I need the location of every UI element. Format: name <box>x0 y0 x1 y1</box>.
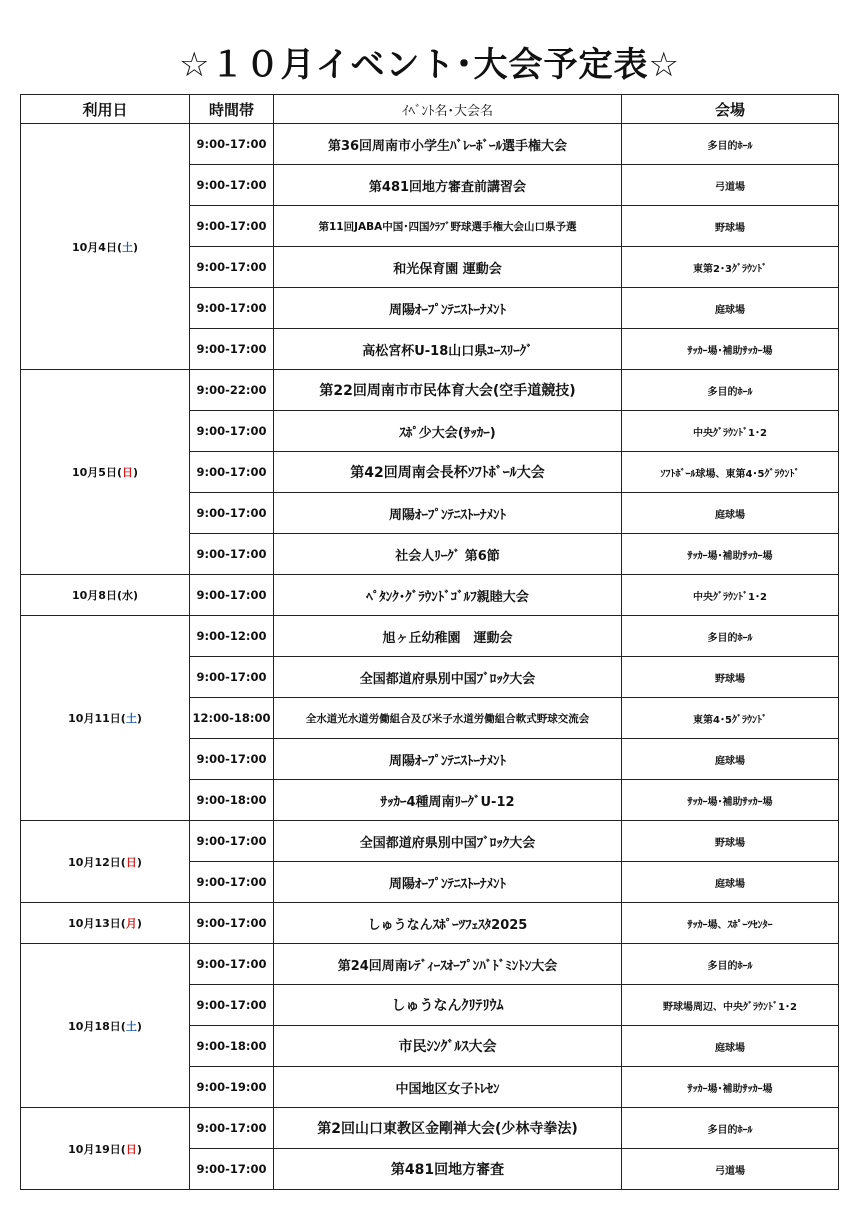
event-name-cell: 中国地区女子ﾄﾚｾﾝ <box>274 1067 622 1108</box>
event-name-cell: 周陽ｵｰﾌﾟﾝﾃﾆｽﾄｰﾅﾒﾝﾄ <box>274 862 622 903</box>
time-cell: 12:00-18:00 <box>190 698 274 739</box>
venue-cell: ｻｯｶｰ場･補助ｻｯｶｰ場 <box>622 780 839 821</box>
time-cell: 9:00-17:00 <box>190 862 274 903</box>
venue-cell: ｿﾌﾄﾎﾞｰﾙ球場、東第4･5ｸﾞﾗｳﾝﾄﾞ <box>622 452 839 493</box>
date-cell <box>21 616 190 821</box>
page-title: ☆１０月イベント･大会予定表☆ <box>179 45 680 85</box>
table-row <box>21 616 839 657</box>
weekday-paren-open: ( <box>116 589 122 602</box>
weekday-paren-close: ) <box>136 1142 142 1156</box>
event-name-cell: 第24回周南ﾚﾃﾞｨｰｽｵｰﾌﾟﾝﾊﾞﾄﾞﾐﾝﾄﾝ大会 <box>274 944 622 985</box>
venue-cell: 多目的ﾎｰﾙ <box>622 616 839 657</box>
date-cell <box>21 124 190 370</box>
date-text: 10月4日 <box>71 240 117 254</box>
venue-cell: 庭球場 <box>622 739 839 780</box>
time-cell: 9:00-17:00 <box>190 124 274 165</box>
event-name-cell: 市民ｼﾝｸﾞﾙｽ大会 <box>274 1026 622 1067</box>
venue-cell: 多目的ﾎｰﾙ <box>622 370 839 411</box>
event-name-cell: 第42回周南会長杯ｿﾌﾄﾎﾞｰﾙ大会 <box>274 452 622 493</box>
time-cell: 9:00-18:00 <box>190 780 274 821</box>
weekday-paren-open: ( <box>116 466 122 479</box>
weekday-text: 土 <box>121 240 133 254</box>
venue-cell: 中央ｸﾞﾗｳﾝﾄﾞ1･2 <box>622 411 839 452</box>
date-text: 10月5日 <box>71 466 117 479</box>
weekday-paren-close: ) <box>136 1019 142 1033</box>
date-text: 10月8日 <box>71 589 117 602</box>
time-cell: 9:00-17:00 <box>190 247 274 288</box>
header-venue: 会場 <box>622 95 839 124</box>
event-name-cell: 第481回地方審査前講習会 <box>274 165 622 206</box>
weekday-paren-close: ) <box>132 240 139 254</box>
venue-cell: 中央ｸﾞﾗｳﾝﾄﾞ1･2 <box>622 575 839 616</box>
header-date: 利用日 <box>21 95 190 124</box>
table-row <box>21 903 839 944</box>
weekday-paren-close: ) <box>136 917 142 930</box>
event-name-cell: 全国都道府県別中国ﾌﾞﾛｯｸ大会 <box>274 821 622 862</box>
venue-cell: ｻｯｶｰ場、ｽﾎﾟｰﾂｾﾝﾀｰ <box>622 903 839 944</box>
time-cell: 9:00-17:00 <box>190 411 274 452</box>
weekday-paren-open: ( <box>120 855 126 869</box>
time-cell: 9:00-17:00 <box>190 534 274 575</box>
venue-cell: 弓道場 <box>622 1149 839 1190</box>
date-text: 10月19日 <box>68 1142 121 1156</box>
venue-cell: 多目的ﾎｰﾙ <box>622 124 839 165</box>
venue-cell: 庭球場 <box>622 288 839 329</box>
weekday-paren-open: ( <box>120 917 126 930</box>
event-name-cell: 周陽ｵｰﾌﾟﾝﾃﾆｽﾄｰﾅﾒﾝﾄ <box>274 739 622 780</box>
date-cell <box>21 1108 190 1190</box>
venue-cell: 庭球場 <box>622 1026 839 1067</box>
date-text: 10月18日 <box>68 1019 121 1033</box>
time-cell: 9:00-17:00 <box>190 206 274 247</box>
time-cell: 9:00-17:00 <box>190 821 274 862</box>
venue-cell: 庭球場 <box>622 862 839 903</box>
event-name-cell: 全水道光水道労働組合及び米子水道労働組合軟式野球交流会 <box>274 698 622 739</box>
time-cell: 9:00-12:00 <box>190 616 274 657</box>
time-cell: 9:00-18:00 <box>190 1026 274 1067</box>
venue-cell: ｻｯｶｰ場･補助ｻｯｶｰ場 <box>622 329 839 370</box>
event-name-cell: 社会人ﾘｰｸﾞ 第6節 <box>274 534 622 575</box>
header-time: 時間帯 <box>190 95 274 124</box>
time-cell: 9:00-17:00 <box>190 165 274 206</box>
table-row <box>21 124 839 165</box>
date-cell <box>21 370 190 575</box>
weekday-paren-open: ( <box>120 712 126 725</box>
header-event: ｲﾍﾞﾝﾄ名･大会名 <box>274 95 622 124</box>
event-name-cell: 第2回山口東教区金剛禅大会(少林寺拳法) <box>274 1108 622 1149</box>
weekday-paren-open: ( <box>116 240 122 254</box>
weekday-paren-close: ) <box>136 855 142 869</box>
event-name-cell: 第11回JABA中国･四国ｸﾗﾌﾞ野球選手権大会山口県予選 <box>274 206 622 247</box>
time-cell: 9:00-17:00 <box>190 493 274 534</box>
event-name-cell: 全国都道府県別中国ﾌﾞﾛｯｸ大会 <box>274 657 622 698</box>
time-cell: 9:00-17:00 <box>190 985 274 1026</box>
date-cell <box>21 575 190 616</box>
event-name-cell: 第22回周南市市民体育大会(空手道競技) <box>274 370 622 411</box>
date-text: 10月11日 <box>68 712 121 725</box>
event-name-cell: 第481回地方審査 <box>274 1149 622 1190</box>
weekday-paren-close: ) <box>132 589 139 602</box>
time-cell: 9:00-17:00 <box>190 903 274 944</box>
event-name-cell: 和光保育園 運動会 <box>274 247 622 288</box>
event-name-cell: 第36回周南市小学生ﾊﾞﾚｰﾎﾞｰﾙ選手権大会 <box>274 124 622 165</box>
event-name-cell: 周陽ｵｰﾌﾟﾝﾃﾆｽﾄｰﾅﾒﾝﾄ <box>274 493 622 534</box>
header-row <box>21 95 839 124</box>
venue-cell: ｻｯｶｰ場･補助ｻｯｶｰ場 <box>622 534 839 575</box>
time-cell: 9:00-17:00 <box>190 944 274 985</box>
weekday-paren-open: ( <box>120 1142 126 1156</box>
venue-cell: 多目的ﾎｰﾙ <box>622 944 839 985</box>
time-cell: 9:00-17:00 <box>190 739 274 780</box>
table-row <box>21 1108 839 1149</box>
venue-cell: 多目的ﾎｰﾙ <box>622 1108 839 1149</box>
weekday-text: 土 <box>125 712 137 725</box>
weekday-paren-close: ) <box>132 466 139 479</box>
time-cell: 9:00-19:00 <box>190 1067 274 1108</box>
time-cell: 9:00-17:00 <box>190 575 274 616</box>
event-name-cell: ｻｯｶｰ4種周南ﾘｰｸﾞU-12 <box>274 780 622 821</box>
table-row <box>21 370 839 411</box>
event-name-cell: しゅうなんｸﾘﾃﾘｳﾑ <box>274 985 622 1026</box>
venue-cell: 野球場周辺、中央ｸﾞﾗｳﾝﾄﾞ1･2 <box>622 985 839 1026</box>
event-name-cell: ﾍﾟﾀﾝｸ･ｸﾞﾗｳﾝﾄﾞｺﾞﾙﾌ親睦大会 <box>274 575 622 616</box>
date-cell <box>21 944 190 1108</box>
venue-cell: 弓道場 <box>622 165 839 206</box>
time-cell: 9:00-17:00 <box>190 288 274 329</box>
weekday-text: 月 <box>125 917 137 930</box>
venue-cell: 東第4･5ｸﾞﾗｳﾝﾄﾞ <box>622 698 839 739</box>
table-row <box>21 575 839 616</box>
weekday-text: 日 <box>125 1142 137 1156</box>
event-name-cell: しゅうなんｽﾎﾟｰﾂﾌｪｽﾀ2025 <box>274 903 622 944</box>
venue-cell: 野球場 <box>622 657 839 698</box>
date-text: 10月13日 <box>68 917 121 930</box>
venue-cell: 野球場 <box>622 821 839 862</box>
weekday-text: 日 <box>125 855 137 869</box>
weekday-text: 水 <box>121 589 133 602</box>
event-name-cell: 旭ヶ丘幼稚園 運動会 <box>274 616 622 657</box>
time-cell: 9:00-17:00 <box>190 1149 274 1190</box>
weekday-paren-close: ) <box>136 712 142 725</box>
weekday-paren-open: ( <box>120 1019 126 1033</box>
venue-cell: 庭球場 <box>622 493 839 534</box>
schedule-body <box>21 124 839 1190</box>
date-cell <box>21 903 190 944</box>
date-cell <box>21 821 190 903</box>
time-cell: 9:00-17:00 <box>190 657 274 698</box>
time-cell: 9:00-17:00 <box>190 452 274 493</box>
table-row <box>21 821 839 862</box>
weekday-text: 日 <box>121 466 133 479</box>
weekday-text: 土 <box>125 1019 137 1033</box>
event-name-cell: 高松宮杯U-18山口県ﾕｰｽﾘｰｸﾞ <box>274 329 622 370</box>
date-text: 10月12日 <box>68 855 121 869</box>
time-cell: 9:00-17:00 <box>190 329 274 370</box>
venue-cell: 野球場 <box>622 206 839 247</box>
event-name-cell: 周陽ｵｰﾌﾟﾝﾃﾆｽﾄｰﾅﾒﾝﾄ <box>274 288 622 329</box>
venue-cell: 東第2･3ｸﾞﾗｳﾝﾄﾞ <box>622 247 839 288</box>
event-name-cell: ｽﾎﾟ少大会(ｻｯｶｰ) <box>274 411 622 452</box>
venue-cell: ｻｯｶｰ場･補助ｻｯｶｰ場 <box>622 1067 839 1108</box>
time-cell: 9:00-22:00 <box>190 370 274 411</box>
table-row <box>21 944 839 985</box>
schedule-table <box>20 94 839 1190</box>
time-cell: 9:00-17:00 <box>190 1108 274 1149</box>
